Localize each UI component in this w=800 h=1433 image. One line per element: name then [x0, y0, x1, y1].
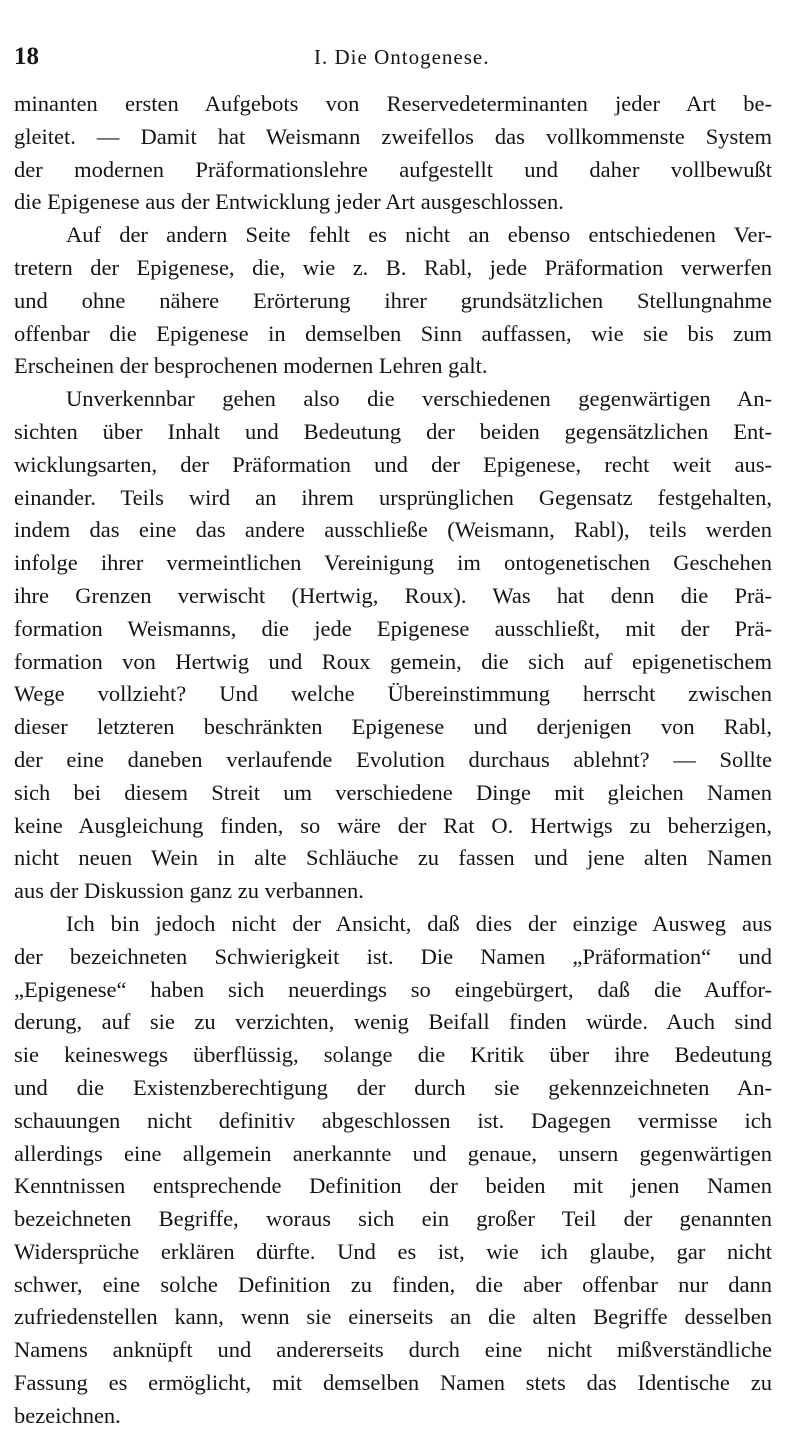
text-line: und ohne nähere Erörterung ihrer grundsätzlichen Stellungnahme [14, 287, 772, 313]
text-line: Ich bin jedoch nicht der Ansicht, daß dies der einzige Ausweg aus [66, 910, 772, 936]
text-line: schauungen nicht definitiv abgeschlossen ist. Dagegen vermisse ich [14, 1107, 772, 1133]
text-line: bezeichneten Begriffe, woraus sich ein großer Teil der genannten [14, 1206, 772, 1232]
page-number: 18 [14, 43, 39, 70]
text-line: formation Weismanns, die jede Epigenese ausschließt, mit der Prä- [14, 615, 772, 641]
text-line: Erscheinen der besprochenen modernen Lehren galt. [14, 353, 488, 379]
paragraph [14, 219, 772, 383]
text-line: Kenntnissen entsprechende Definition der beiden mit jenen Namen [14, 1173, 772, 1199]
text-line: Wege vollzieht? Und welche Übereinstimmung herrscht zwischen [14, 681, 772, 707]
page-header [14, 40, 774, 74]
text-line: Auf der andern Seite fehlt es nicht an ebenso entschiedenen Ver- [66, 222, 772, 248]
text-line: Fassung es ermöglicht, mit demselben Namen stets das Identische zu [14, 1370, 772, 1396]
text-line: infolge ihrer vermeintlichen Vereinigung im ontogenetischen Geschehen [14, 550, 772, 576]
text-line: „Epigenese“ haben sich neuerdings so eingebürgert, daß die Auffor- [14, 976, 772, 1002]
text-line: formation von Hertwig und Roux gemein, die sich auf epigenetischem [14, 648, 772, 674]
text-line: die Epigenese aus der Entwicklung jeder Art ausgeschlossen. [14, 189, 564, 215]
text-line: Widersprüche erklären dürfte. Und es ist, wie ich glaube, gar nicht [14, 1238, 772, 1264]
text-line: indem das eine das andere ausschließe (Weismann, Rabl), teils werden [14, 517, 772, 543]
text-line: ihre Grenzen verwischt (Hertwig, Roux). Was hat denn die Prä- [14, 582, 772, 608]
body-text [14, 88, 772, 1433]
text-line: offenbar die Epigenese in demselben Sinn auffassen, wie sie bis zum [14, 320, 772, 346]
paragraph [14, 88, 772, 219]
paragraph [14, 383, 772, 908]
text-line: gleitet. — Damit hat Weismann zweifellos das vollkommenste System [14, 123, 772, 149]
paragraph [14, 908, 772, 1433]
text-line: bezeichnen. [14, 1402, 121, 1428]
text-line: minanten ersten Aufgebots von Reservedeterminanten jeder Art be- [14, 91, 772, 116]
text-line: sichten über Inhalt und Bedeutung der beiden gegensätzlichen Ent- [14, 418, 772, 444]
text-line: der modernen Präformationslehre aufgestellt und daher vollbewußt [14, 156, 772, 182]
text-line: sich bei diesem Streit um verschiedene Dinge mit gleichen Namen [14, 779, 772, 805]
text-line: allerdings eine allgemein anerkannte und genaue, unsern gegenwärtigen [14, 1140, 772, 1166]
text-line: der bezeichneten Schwierigkeit ist. Die Namen „Präformation“ und [14, 943, 772, 969]
text-line: keine Ausgleichung finden, so wäre der Rat O. Hertwigs zu beherzigen, [14, 812, 772, 838]
text-line: derung, auf sie zu verzichten, wenig Beifall finden würde. Auch sind [14, 1009, 772, 1035]
text-line: tretern der Epigenese, die, wie z. B. Rabl, jede Präformation verwerfen [14, 254, 772, 280]
text-line: Unverkennbar gehen also die verschiedenen gegenwärtigen An- [66, 386, 772, 412]
text-line: sie keineswegs überflüssig, solange die Kritik über ihre Bedeutung [14, 1042, 772, 1068]
text-line: Namens anknüpft und andererseits durch eine nicht mißverständliche [14, 1337, 772, 1363]
text-line: zufriedenstellen kann, wenn sie einerseits an die alten Begriffe desselben [14, 1304, 772, 1330]
text-line: und die Existenzberechtigung der durch sie gekennzeichneten An- [14, 1074, 772, 1100]
text-line: aus der Diskussion ganz zu verbannen. [14, 878, 364, 904]
running-head: I. Die Ontogenese. [314, 45, 490, 69]
text-line: der eine daneben verlaufende Evolution durchaus ablehnt? — Sollte [14, 746, 772, 772]
text-line: schwer, eine solche Definition zu finden, die aber offenbar nur dann [14, 1271, 772, 1297]
text-line: dieser letzteren beschränkten Epigenese und derjenigen von Rabl, [14, 714, 772, 740]
text-line: wicklungsarten, der Präformation und der Epigenese, recht weit aus- [14, 451, 772, 477]
text-line: nicht neuen Wein in alte Schläuche zu fassen und jene alten Namen [14, 845, 772, 871]
text-line: einander. Teils wird an ihrem ursprünglichen Gegensatz festgehalten, [14, 484, 772, 510]
